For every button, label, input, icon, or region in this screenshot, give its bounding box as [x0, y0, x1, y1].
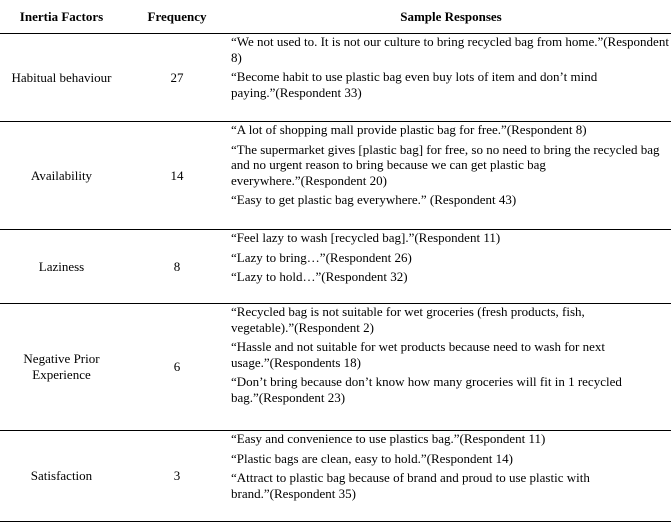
frequency-cell: 27: [123, 34, 231, 122]
frequency-cell: 6: [123, 304, 231, 431]
frequency-cell: 14: [123, 122, 231, 230]
header-sample-responses: Sample Responses: [231, 0, 671, 34]
sample-response: “Become habit to use plastic bag even buy lots of item and don’t mind paying.”(Respondent 33): [231, 69, 598, 100]
sample-response: “Lazy to bring…”(Respondent 26): [231, 249, 412, 265]
frequency-cell: 3: [123, 431, 231, 522]
table-row: [0, 431, 671, 522]
sample-response: “We not used to. It is not our culture to bring recycled bag from home.”(Respondent 8): [231, 34, 669, 65]
header-inertia-factors: Inertia Factors: [0, 0, 123, 34]
sample-response: “Plastic bags are clean, easy to hold.”(Respondent 14): [231, 450, 513, 466]
frequency-cell: 8: [123, 230, 231, 304]
table-header-row: [0, 0, 671, 34]
factor-cell: Negative Prior Experience: [0, 304, 123, 431]
factor-cell: Laziness: [0, 230, 123, 304]
sample-response: “A lot of shopping mall provide plastic bag for free.”(Respondent 8): [231, 122, 587, 137]
table-row: [0, 122, 671, 230]
header-frequency: Frequency: [123, 0, 231, 34]
sample-response: “The supermarket gives [plastic bag] for free, so no need to bring the recycled bag and no urgent reason to bring because we can get plastic bag everywhere.”(Respondent 20): [231, 141, 660, 188]
responses-cell: [231, 122, 671, 230]
table-row: [0, 230, 671, 304]
sample-response: “Easy to get plastic bag everywhere.” (Respondent 43): [231, 192, 517, 207]
sample-response: “Easy and convenience to use plastics bag.”(Respondent 11): [231, 431, 546, 446]
sample-response: “Hassle and not suitable for wet products because need to wash for next usage.”(Respondents 18): [231, 339, 605, 370]
table-row: [0, 304, 671, 431]
sample-response: “Attract to plastic bag because of brand and proud to use plastic with brand.”(Respondent 35): [231, 470, 590, 501]
table-row: [0, 34, 671, 122]
responses-cell: [231, 230, 671, 304]
responses-cell: [231, 304, 671, 431]
responses-cell: [231, 34, 671, 122]
factor-cell: Satisfaction: [0, 431, 123, 522]
sample-response: “Feel lazy to wash [recycled bag].”(Respondent 11): [231, 230, 501, 245]
sample-response: “Don’t bring because don’t know how many groceries will fit in 1 recycled bag.”(Respondent 23): [231, 374, 622, 405]
factor-cell: Availability: [0, 122, 123, 230]
sample-response: “Recycled bag is not suitable for wet groceries (fresh products, fish, vegetable).”(Respondent 2): [231, 304, 585, 335]
responses-cell: [231, 431, 671, 522]
sample-response: “Lazy to hold…”(Respondent 32): [231, 269, 408, 284]
factor-cell: Habitual behaviour: [0, 34, 123, 122]
